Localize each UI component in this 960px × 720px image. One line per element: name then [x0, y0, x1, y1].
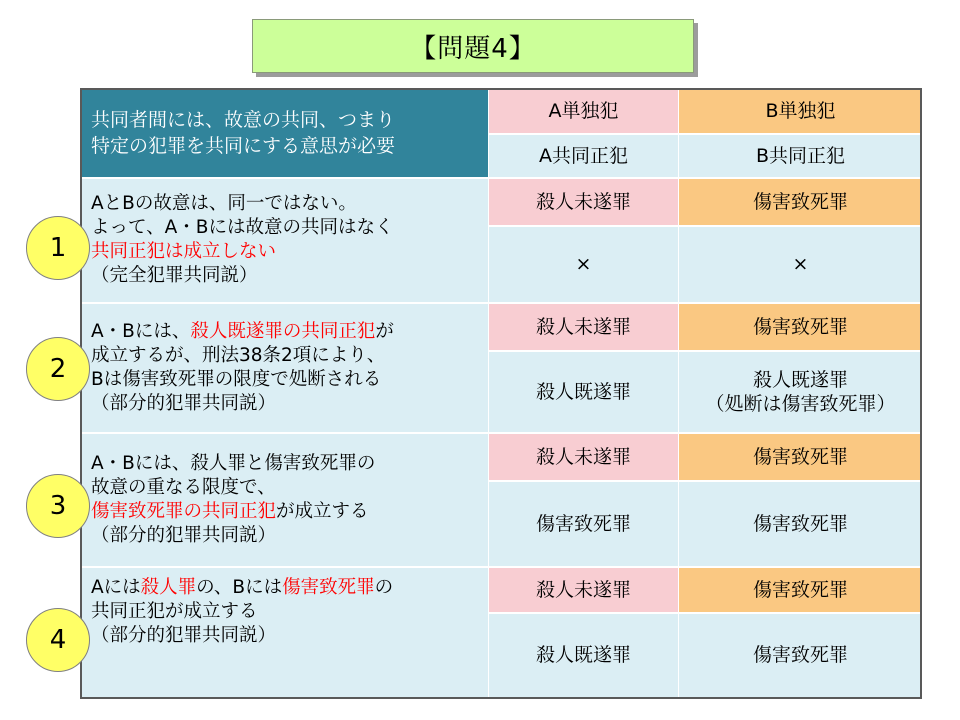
case-4-line1-post: の	[374, 576, 394, 598]
case-1-line2: よって、A・Bには故意の共同はなく	[91, 217, 394, 238]
case-3-line3-red: 傷害致死罪の共同正犯	[91, 500, 277, 522]
case-2-a-joint: 殺人既遂罪	[489, 351, 679, 433]
case-1-number: 1	[49, 233, 67, 263]
comparison-table	[80, 88, 923, 699]
case-3-b-joint: 傷害致死罪	[679, 481, 923, 567]
case-4-a-joint: 殺人既遂罪	[489, 613, 679, 698]
case-4-line3: （部分的犯罪共同説）	[91, 624, 277, 646]
case-3-description	[81, 433, 489, 567]
case-4-line2: 共同正犯が成立する	[91, 600, 258, 622]
case-2-line1-post: が	[375, 320, 394, 342]
case-4-a-single: 殺人未遂罪	[489, 567, 679, 613]
case-2-line1-red: 殺人既遂罪の共同正犯	[190, 320, 376, 342]
case-2-line3: Bは傷害致死罪の限度で処断される	[91, 368, 382, 390]
case-4-line1-mid: の、Bには	[196, 576, 283, 598]
case-4-line1-red1: 殺人罪	[140, 576, 197, 598]
case-3-number-badge	[26, 474, 90, 538]
case-4-number: 4	[49, 625, 67, 655]
slide-title-text: 【問題4】	[410, 33, 536, 64]
case-2-line1	[91, 320, 478, 344]
case-4-line1-red2: 傷害致死罪	[282, 576, 375, 598]
case-3-line4: （部分的犯罪共同説）	[91, 524, 277, 546]
case-1-line1: AとBの故意は、同一ではない。	[91, 193, 357, 214]
case-3-line1: A・Bには、殺人罪と傷害致死罪の	[91, 452, 376, 474]
case-1-a-single: 殺人未遂罪	[489, 178, 679, 226]
case-4-description	[81, 567, 489, 698]
header-a-single: A単独犯	[489, 89, 679, 134]
case-3-a-single: 殺人未遂罪	[489, 433, 679, 481]
case-2-b-joint-line2: （処断は傷害致死罪）	[705, 392, 896, 415]
case-2-line1-pre: A・Bには、	[91, 320, 191, 342]
case-2-b-single: 傷害致死罪	[679, 303, 923, 351]
case-2-b-joint-line1: 殺人既遂罪	[752, 368, 848, 391]
header-a-joint: A共同正犯	[489, 134, 679, 178]
case-3-a-joint: 傷害致死罪	[489, 481, 679, 567]
case-3-line3	[91, 500, 478, 524]
case-3-line3-post: が成立する	[276, 500, 369, 522]
case-1-description	[81, 178, 489, 303]
case-2-number: 2	[49, 354, 67, 384]
case-1-number-badge	[26, 216, 90, 280]
header-description-line2: 特定の犯罪を共同にする意思が必要	[91, 134, 396, 157]
header-description-line1: 共同者間には、故意の共同、つまり	[91, 108, 396, 131]
case-2-line4: （部分的犯罪共同説）	[91, 392, 277, 414]
case-4-line1-pre: Aには	[91, 576, 141, 598]
case-1-line4: （完全犯罪共同説）	[91, 265, 258, 286]
case-4-b-joint: 傷害致死罪	[679, 613, 923, 698]
case-4-b-single: 傷害致死罪	[679, 567, 923, 613]
slide-title	[252, 19, 694, 73]
case-2-b-joint	[679, 351, 923, 433]
case-1-b-single: 傷害致死罪	[679, 178, 923, 226]
case-4-number-badge	[26, 608, 90, 672]
header-description	[81, 89, 489, 178]
case-1-a-joint: ×	[489, 226, 679, 303]
case-3-number: 3	[49, 491, 67, 521]
case-1-b-joint: ×	[679, 226, 923, 303]
header-b-joint: B共同正犯	[679, 134, 923, 178]
case-2-line2: 成立するが、刑法38条2項により、	[91, 344, 386, 366]
case-2-description	[81, 303, 489, 433]
case-1-line3: 共同正犯は成立しない	[91, 241, 277, 262]
case-2-a-single: 殺人未遂罪	[489, 303, 679, 351]
case-2-number-badge	[26, 337, 90, 401]
case-4-line1	[91, 576, 478, 600]
header-b-single: B単独犯	[679, 89, 923, 134]
case-3-line2: 故意の重なる限度で、	[91, 476, 276, 498]
case-3-b-single: 傷害致死罪	[679, 433, 923, 481]
